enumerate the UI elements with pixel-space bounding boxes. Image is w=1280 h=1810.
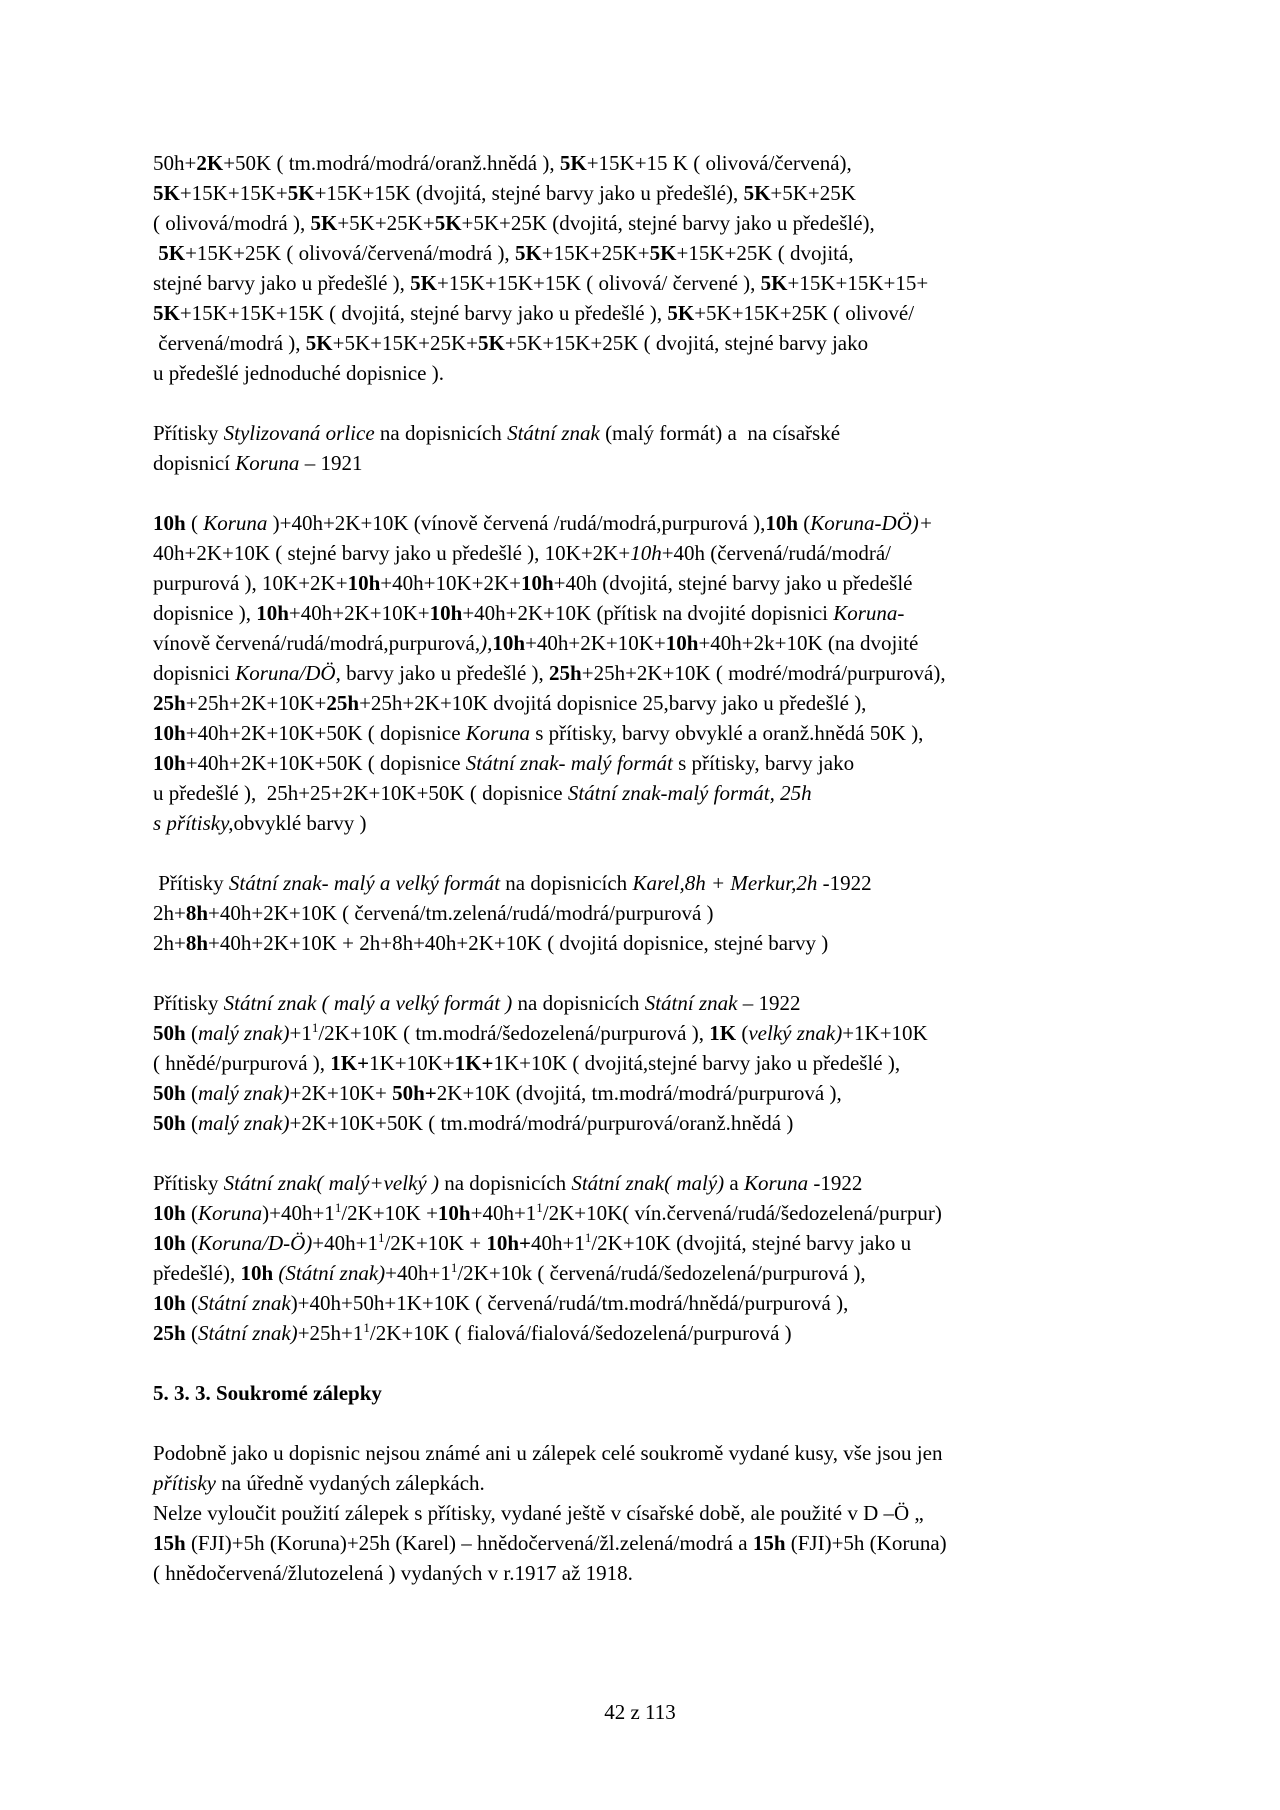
paragraph-spacer [153,388,1153,418]
text-line: Přítisky Státní znak ( malý a velký formát ) na dopisnicích Státní znak – 1922 [153,991,801,1015]
paragraph [153,868,1153,958]
text-line: 50h+2K+50K ( tm.modrá/modrá/oranž.hnědá ), 5K+15K+15 K ( olivová/červená), [153,151,852,175]
text-line: 10h+40h+2K+10K+50K ( dopisnice Koruna s přítisky, barvy obvyklé a oranž.hnědá 50K ), [153,721,924,745]
text-line: Nelze vyloučit použití zálepek s přítisky, vydané ještě v císařské době, ale použité v D –Ö „ [153,1501,924,1525]
text-line: předešlé), 10h (Státní $znak)+40h+1^1/2K+10k$ ( červená/rudá/šedozelená/purpurová ), [153,1260,866,1285]
text-line: stejné barvy jako u předešlé ), 5K+15K+15K+15K ( olivová/ červené ), 5K+15K+15K+15+ [153,271,929,295]
paragraph [153,1168,1153,1348]
text-line: dopisnicí Koruna – 1921 [153,451,363,475]
text-line: dopisnici Koruna/DÖ, barvy jako u předešlé ), 25h+25h+2K+10K ( modré/modrá/purpurová), [153,661,946,685]
paragraph-spacer [153,838,1153,868]
paragraph-spacer [153,1138,1153,1168]
text-line: u předešlé ), 25h+25+2K+10K+50K ( dopisnice Státní znak-malý formát, 25h [153,781,812,805]
text-line: 25h (Státní $znak)+25h+1^1/2K+10K$ ( fialová/fialová/šedozelená/purpurová ) [153,1320,792,1345]
text-line: 5K+15K+25K ( olivová/červená/modrá ), 5K+15K+25K+5K+15K+25K ( dvojitá, [158,241,854,265]
paragraph-spacer [153,1348,1153,1378]
text-line: Podobně jako u dopisnic nejsou známé ani u zálepek celé soukromě vydané kusy, vše jsou jen [153,1441,943,1465]
paragraph [153,148,1153,388]
text-line: s přítisky,obvyklé barvy ) [153,811,367,835]
text-line: 10h ( Koruna )+40h+2K+10K (vínově červená /rudá/modrá,purpurová ),10h (Koruna-DÖ)+ [153,511,933,535]
text-line: u předešlé jednoduché dopisnice ). [153,361,444,385]
text-line: 40h+2K+10K ( stejné barvy jako u předešlé ), 10K+2K+10h+40h (červená/rudá/modrá/ [153,541,892,565]
text-line: 10h (Státní znak)+40h+50h+1K+10K ( červená/rudá/tm.modrá/hnědá/purpurová ), [153,1291,849,1315]
text-line: 15h (FJI)+5h (Koruna)+25h (Karel) – hnědočervená/žl.zelená/modrá a 15h (FJI)+5h (Koruna) [153,1531,947,1555]
text-line: 10h+40h+2K+10K+50K ( dopisnice Státní znak- malý formát s přítisky, barvy jako [153,751,855,775]
text-line: 2h+8h+40h+2K+10K + 2h+8h+40h+2K+10K ( dvojitá dopisnice, stejné barvy ) [153,931,829,955]
paragraph-spacer [153,478,1153,508]
text-line: 5K+15K+15K+15K ( dvojitá, stejné barvy jako u předešlé ), 5K+5K+15K+25K ( olivové/ [153,301,915,325]
text-line: 50h (malý $znak)+1^1/2K+10K$ ( tm.modrá/šedozelená/purpurová ), 1K (velký znak)+1K+10K [153,1020,928,1045]
document-body [153,148,1153,1588]
paragraph [153,988,1153,1138]
page-number: 42 z 113 [604,1700,676,1724]
text-line: Přítisky Stylizovaná orlice na dopisnicích Státní znak (malý formát) a na císařské [153,421,841,445]
text-line: Přítisky Státní znak( malý+velký ) na dopisnicích Státní znak( malý) a Koruna -1922 [153,1171,863,1195]
text-line: 50h (malý znak)+2K+10K+ 50h+2K+10K (dvojitá, tm.modrá/modrá/purpurová ), [153,1081,842,1105]
paragraph-spacer [153,1408,1153,1438]
text-line: purpurová ), 10K+2K+10h+40h+10K+2K+10h+40h (dvojitá, stejné barvy jako u předešlé [153,571,913,595]
text-line: 2h+8h+40h+2K+10K ( červená/tm.zelená/rudá/modrá/purpurová ) [153,901,714,925]
text-line: Přítisky Státní znak- malý a velký formát na dopisnicích Karel,8h + Merkur,2h -1922 [153,871,872,895]
section-heading [153,1378,1153,1408]
text-line: 10h $(Koruna/D-Ö)+40h+1^1/2K+10K + 10h+40h+1^1/2K+10K$ (dvojitá, stejné barvy jako u [153,1230,912,1255]
paragraph-spacer [153,958,1153,988]
text-line: 5. 3. 3. Soukromé zálepky [153,1381,382,1405]
paragraph [153,418,1153,478]
text-line: ( olivová/modrá ), 5K+5K+25K+5K+5K+25K (dvojitá, stejné barvy jako u předešlé), [153,211,875,235]
text-line: vínově červená/rudá/modrá,purpurová,),10h+40h+2K+10K+10h+40h+2k+10K (na dvojité [153,631,919,655]
text-line: 50h (malý znak)+2K+10K+50K ( tm.modrá/modrá/purpurová/oranž.hnědá ) [153,1111,794,1135]
text-line: přítisky na úředně vydaných zálepkách. [153,1471,485,1495]
text-line: 25h+25h+2K+10K+25h+25h+2K+10K dvojitá dopisnice 25,barvy jako u předešlé ), [153,691,867,715]
text-line: 10h $(Koruna)+40h+1^1/2K+10K +10h+40h+1^1/2K+10K$( vín.červená/rudá/šedozelená/purpur) [153,1200,942,1225]
text-line: 5K+15K+15K+5K+15K+15K (dvojitá, stejné barvy jako u předešlé), 5K+5K+25K [153,181,856,205]
text-line: ( hnědé/purpurová ), 1K+1K+10K+1K+1K+10K ( dvojitá,stejné barvy jako u předešlé ), [153,1051,901,1075]
text-line: červená/modrá ), 5K+5K+15K+25K+5K+5K+15K+25K ( dvojitá, stejné barvy jako [153,331,869,355]
paragraph [153,508,1153,838]
text-line: ( hnědočervená/žlutozelená ) vydaných v r.1917 až 1918. [153,1561,633,1585]
paragraph [153,1438,1153,1588]
text-line: dopisnice ), 10h+40h+2K+10K+10h+40h+2K+10K (přítisk na dvojité dopisnici Koruna- [153,601,905,625]
